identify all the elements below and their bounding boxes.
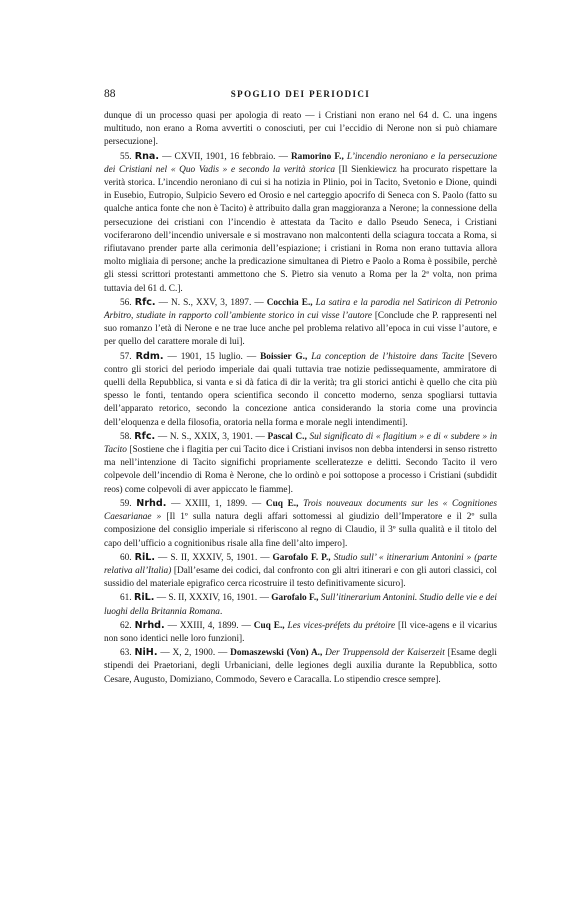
entry-58 [104,430,497,497]
entry-number: 63. [120,648,132,659]
entry-author: Cocchia E., [266,297,313,308]
entry-title: La satira e la parodia nel Satiricon di Petronio Arbitro, studiate in rapporto coll’ambiente storico in cui visse l’autore [104,297,497,322]
entry-reference: — S. II, XXXIV, 16, 1901. — [154,593,272,604]
entry-reference: — N. S., XXV, 3, 1897. — [155,297,267,308]
entry-summary: [Il Sienkiewicz ha procurato rispettare la verità storica. L’incendio neroniano di cui si ha notizia in Plinio, poi in Tacito, Svetonio e Dione, quindi in Eusebio, Eutropio, Sulpicio Severo ed Orosio e nel carteggio apocrifo di Seneca con S. Paolo (fatto su qualche antica fonte che non è Tacito) è attribuito dalla gran maggioranza a Nerone; la connessione della persecuzione dei cristiani con l’incendio è attestata da Tacito e dallo Pseudo Seneca, i Cristiani vociferarono dell’incendio universale e si mostravano non malcontenti della sciagura toccata a Roma, si rifiutavano prender parte alla cerimonia dell’espiazione; i cristiani in Roma non erano tuttavia allora molto migliaia di persone; anche la predicazione simultanea di Pietro e Paolo a Roma è possibile, perchè gli stessi scrittori protestanti ammettono che S. Pietro sia venuto a Roma per la 2ª volta, non prima tuttavia del 61 d. C.]. [104,164,497,294]
entry-summary: [Dall’esame dei codici, dal confronto con gli altri itinerari e con gli autori classici, col sussidio del materiale epigrafico cerca ricostruire il testo definitivamente sicuro]. [104,565,497,590]
entry-reference: — N. S., XXIX, 3, 1901. — [155,431,268,442]
entry-title: Les vices-préfets du prétoire [284,620,396,631]
entry-summary: [Il 1º sulla natura degli affari sottomessi al giudizio dell’Imperatore e il 2º sulla composizione del consiglio imperiale si riferiscono al regno di Claudio, il 3º sulla qualità e il titolo del capo dell’ufficio a cognitionibus risale alla fine dell’alto impero]. [104,512,497,549]
entry-number: 56. [120,297,132,308]
entry-author: Garofalo F. P., [272,552,331,563]
entry-summary: [Esame degli stipendi dei Praetoriani, degli Urbaniciani, delle legiones degli auxilia durante la Repubblica, sotto Cesare, Augusto, Domiziano, Commodo, Severo e Caracalla. Lo stipendio cresce sempre]. [104,648,497,685]
entry-61 [104,591,497,618]
entry-reference: — 1901, 15 luglio. — [163,351,261,362]
entry-author: Ramorino F., [290,151,344,162]
entry-reference: — CXVII, 1901, 16 febbraio. — [159,151,291,162]
entry-55 [104,150,497,296]
entry-number: 62. [120,620,132,631]
intro-paragraph: dunque di un processo quasi per apologia di reato — i Cristiani non erano nel 64 d. C. una ingens multitudo, non erano a Roma avvertiti o conosciuti, per cui l’eccidio di Nerone non si può chiamare persecuzione]. [104,111,497,148]
page-number: 88 [104,88,116,100]
entry-reference: — XXIII, 1, 1899. — [166,498,266,509]
entry-title: Studio sull’ « itinerarium Antonini » (parte relativa all’Italia) [104,552,498,576]
periodical-abbr: NiH. [134,647,158,659]
entry-number: 58. [120,431,132,442]
periodical-abbr: Rfc. [134,296,156,308]
running-title: SPOGLIO DEI PERIODICI [230,89,371,99]
periodical-abbr: Rdm. [135,350,164,362]
entry-author: Cuq E., [253,620,285,631]
entry-59 [104,497,497,551]
entry-number: 55. [120,151,132,162]
entry-summary: . [219,606,223,617]
periodical-abbr: Rna. [134,150,160,162]
entry-reference: — S. II, XXXIV, 5, 1901. — [155,552,273,563]
entry-reference: — XXIII, 4, 1899. — [164,620,254,631]
entry-60 [104,551,497,592]
entry-summary: [Sostiene che i flagitia per cui Tacito dice i Cristiani invisos non debba intendersi in senso ristretto ma nell’intenzione di Tacito significhi propriamente scelleratezze e delitti. Secondo Tacito il vero colpevole dell’incendio di Roma è Nerone, che lo ordinò e poi sottopose a processo i Cristiani (subdidit reos) come colpevoli di aver appiccato le fiamme]. [104,445,497,495]
entry-summary: [Conclude che P. rappresenti nel suo romanzo l’età di Nerone e ne trae luce anche pel problema relativo all’epoca in cui visse l’autore, e per quello del carattere morale di lui]. [104,311,498,348]
entry-author: Pascal C., [267,431,307,442]
entry-reference: — X, 2, 1900. — [157,648,231,659]
entry-title: La conception de l’histoire dans Tacite [307,351,465,362]
entry-title: Sull’itinerarium Antonini. Studio delle vie e dei luoghi della Britannia Romana [104,593,497,617]
entry-summary: [Il vice-agens e il vicarius non sono identici nelle loro funzioni]. [104,620,498,644]
entry-62 [104,619,497,646]
entry-title: Trois nouveaux documents sur les « Cognitiones Caesarianae » [104,498,497,523]
periodical-abbr: Nrhd. [136,497,167,509]
periodical-abbr: Rfc. [134,430,156,442]
entry-number: 61. [120,593,132,604]
entry-summary: [Severo contro gli storici del periodo imperiale dai quali tuttavia trae notizie pedissequamente, ammiratore di quelli della Repubblica, si vanta e si dà fatica di dir la verità; tra gli storici antichi è quello che cita più spesso le fonti, tentando opera scientifica secondo il concetto moderno, senza spogliarsi tuttavia dell’apparato retorico, secondo la concezione antica considerando la storia come una provincia dell’eloquenza e della filosofia, oratoria nella forma e morale negli intendimenti]. [104,351,497,428]
entry-author: Domaszewski (Von) A., [230,648,323,659]
entry-title: Der Truppensold der Kaiserzeit [322,648,445,659]
entry-57 [104,350,497,430]
page-header [104,88,497,102]
entry-title: Sul significato di « flagitium » e di « subdere » in Tacito [104,431,498,456]
entry-number: 59. [120,498,132,509]
periodical-abbr: RiL. [133,592,155,604]
entry-56 [104,296,497,350]
text-column [104,110,497,687]
periodical-abbr: RiL. [134,551,156,563]
entry-author: Cuq E., [265,498,299,509]
entry-title: L’incendio neroniano e la persecuzione dei Cristiani nel « Quo Vadis » e secondo la verità storica [104,151,497,175]
entry-number: 60. [120,552,132,563]
entry-author: Garofalo F., [271,593,319,604]
entry-63 [104,646,497,687]
periodical-abbr: Nrhd. [134,619,165,631]
entry-number: 57. [120,351,132,362]
entry-author: Boissier G., [260,351,308,362]
